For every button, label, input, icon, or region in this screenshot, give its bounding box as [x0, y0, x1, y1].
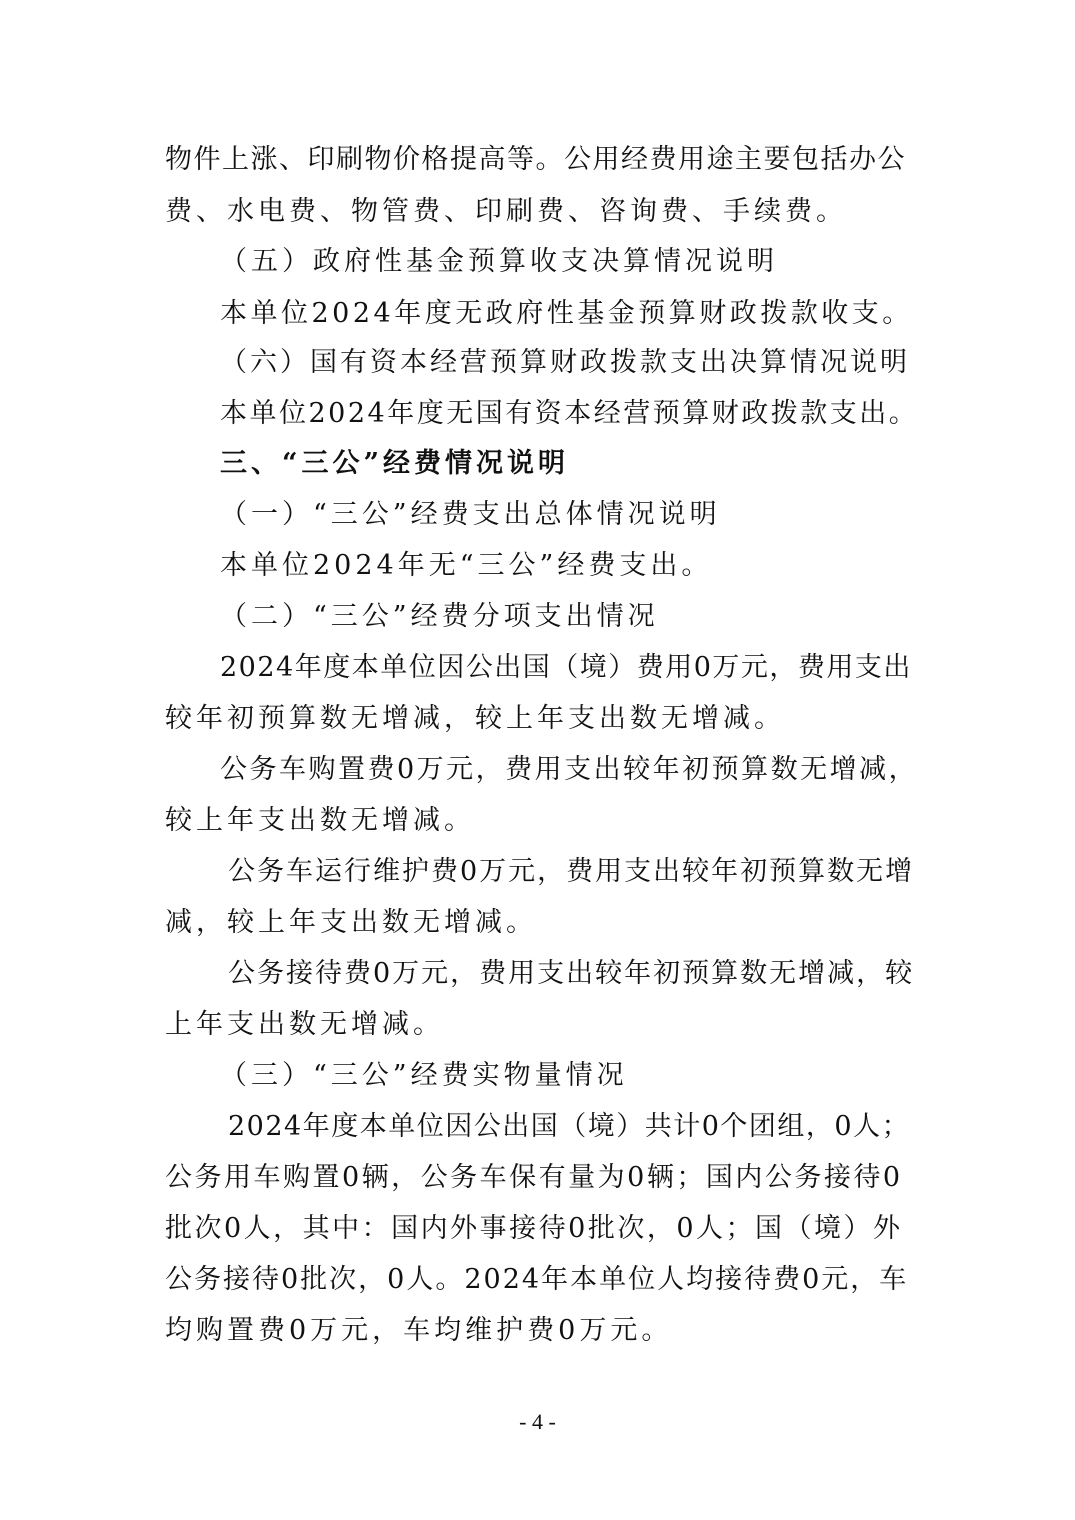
body-text-line: 公务车购置费0万元，费用支出较年初预算数无增减， [220, 754, 919, 785]
subsection-heading-2: （二）“三公”经费分项支出情况 [220, 601, 659, 632]
section-heading-6: （六）国有资本经营预算财政拨款支出决算情况说明 [220, 347, 910, 378]
body-text-line: 2024年度本单位因公出国（境）费用0万元，费用支出 [220, 652, 912, 683]
body-text-line: 2024年度本单位因公出国（境）共计0个团组，0人； [228, 1111, 911, 1142]
section-heading-5: （五）政府性基金预算收支决算情况说明 [220, 246, 778, 277]
chapter-heading-3: 三、“三公”经费情况说明 [220, 448, 570, 479]
body-text-line: 本单位2024年度无政府性基金预算财政拨款收支。 [220, 298, 913, 329]
body-text-line: 较年初预算数无增减，较上年支出数无增减。 [165, 703, 785, 734]
body-text-line: 减，较上年支出数无增减。 [165, 907, 537, 938]
body-text-line: 公务车运行维护费0万元，费用支出较年初预算数无增 [228, 856, 915, 887]
body-text-line: 公务接待费0万元，费用支出较年初预算数无增减，较 [228, 958, 915, 989]
subsection-heading-3: （三）“三公”经费实物量情况 [220, 1060, 628, 1091]
page-number: - 4 - [519, 1409, 556, 1434]
body-text-line: 费、水电费、物管费、印刷费、咨询费、手续费。 [165, 196, 847, 227]
subsection-heading-1: （一）“三公”经费支出总体情况说明 [220, 499, 721, 530]
body-text-line: 较上年支出数无增减。 [165, 805, 475, 836]
body-text-line: 均购置费0万元，车均维护费0万元。 [165, 1315, 673, 1346]
body-text-line: 本单位2024年度无国有资本经营预算财政拨款支出。 [220, 398, 919, 429]
body-text-line: 批次0人，其中：国内外事接待0批次，0人；国（境）外 [165, 1213, 903, 1244]
body-text-line: 上年支出数无增减。 [165, 1009, 444, 1040]
body-text-line: 公务用车购置0辆，公务车保有量为0辆；国内公务接待0 [165, 1162, 903, 1193]
body-text-line: 物件上涨、印刷物价格提高等。公用经费用途主要包括办公 [165, 144, 906, 175]
body-text-line: 本单位2024年无“三公”经费支出。 [220, 550, 713, 581]
body-text-line: 公务接待0批次，0人。2024年本单位人均接待费0元，车 [165, 1264, 909, 1295]
